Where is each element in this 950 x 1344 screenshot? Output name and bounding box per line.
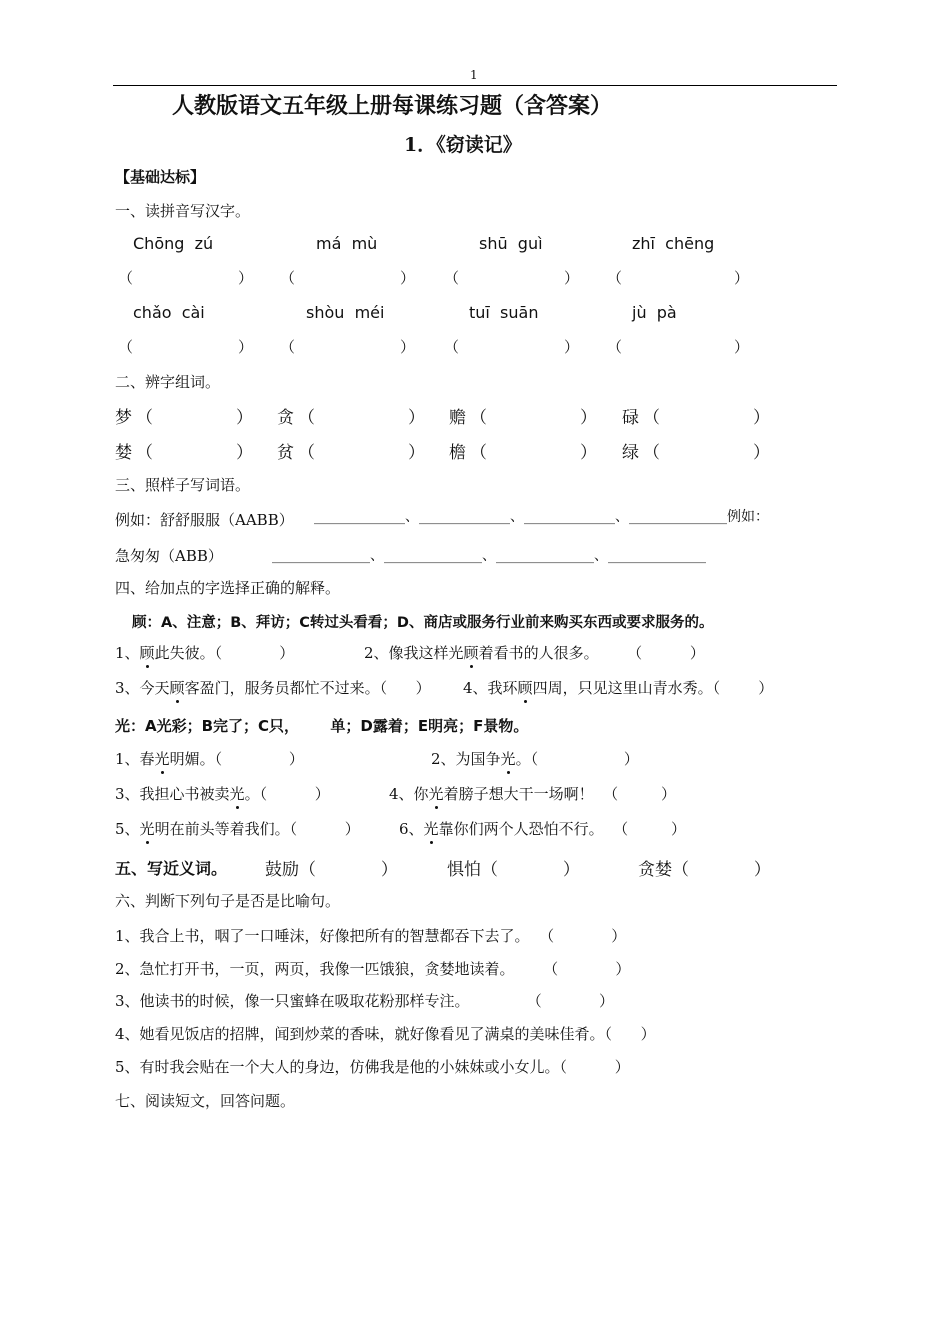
char-item: 贪 xyxy=(277,408,294,428)
aabb-blanks: _____________、_____________、_____________、______________例如： xyxy=(314,509,769,525)
q2-heading: 二、辨字组词。 xyxy=(115,373,221,391)
abb-blanks: ______________、______________、______________、______________ xyxy=(272,548,706,564)
answer-paren-open: （ xyxy=(280,338,296,356)
page-number: 1 xyxy=(470,68,478,82)
metaphor-sentence-4: 4、她看见饭店的招牌，闻到炒菜的香味，就好像看见了满桌的美味佳肴。（ ） xyxy=(115,1025,656,1043)
guang-item-1: 1、春光明媚。（ ） xyxy=(115,750,304,768)
pinyin-6: shòu méi xyxy=(306,303,385,322)
answer-paren-open: （ xyxy=(280,269,296,287)
answer-paren-open: （ xyxy=(444,269,460,287)
answer-paren-open: （ xyxy=(136,443,153,463)
lesson-title: 1．《窃读记》 xyxy=(404,134,522,156)
char-item: 赡 xyxy=(449,408,466,428)
guang-item-4: 4、你光着膀子想大干一场啊！ （ ） xyxy=(389,785,677,803)
char-item: 婪 xyxy=(115,443,132,463)
answer-paren-open: （ xyxy=(470,443,487,463)
pinyin-7: tuī suān xyxy=(469,303,539,322)
guang-definitions: 光：A光彩；B完了；C只， 单；D露着；E明亮；F景物。 xyxy=(115,717,529,735)
metaphor-sentence-2: 2、急忙打开书，一页，两页，我像一匹饿狼，贪婪地读着。 （ ） xyxy=(115,960,631,978)
document-title: 人教版语文五年级上册每课练习题（含答案） xyxy=(172,93,613,119)
answer-paren-close: ） xyxy=(580,408,597,428)
answer-paren-close: ） xyxy=(564,338,580,356)
answer-paren-close: ） xyxy=(734,269,750,287)
answer-paren-close: ） xyxy=(408,443,425,463)
answer-paren-close: ） xyxy=(400,269,416,287)
guang-item-2: 2、为国争光。（ ） xyxy=(431,750,639,768)
answer-paren-close: ） xyxy=(408,408,425,428)
char-item: 檐 xyxy=(449,443,466,463)
char-item: 梦 xyxy=(115,408,132,428)
metaphor-sentence-1: 1、我合上书，咽了一口唾沫，好像把所有的智慧都吞下去了。 （ ） xyxy=(115,927,627,945)
gu-item-4: 4、我环顾四周，只见这里山青水秀。（ ） xyxy=(463,679,774,697)
metaphor-sentence-5: 5、有时我会贴在一个大人的身边，仿佛我是他的小妹妹或小女儿。（ ） xyxy=(115,1058,630,1076)
pinyin-5: chǎo cài xyxy=(133,303,205,322)
answer-paren-open: （ xyxy=(643,443,660,463)
pinyin-8: jù pà xyxy=(632,303,677,322)
answer-paren-close: ） xyxy=(734,338,750,356)
guang-item-5: 5、光明在前头等着我们。（ ） xyxy=(115,820,360,838)
answer-paren-open: （ xyxy=(643,408,660,428)
pinyin-4: zhī chēng xyxy=(632,234,715,253)
synonym-item-1: 鼓励（ ） xyxy=(265,860,398,880)
metaphor-sentence-3: 3、他读书的时候，像一只蜜蜂在吸取花粉那样专注。 （ ） xyxy=(115,992,614,1010)
header-rule xyxy=(113,85,837,86)
answer-paren-close: ） xyxy=(580,443,597,463)
guang-item-6: 6、光靠你们两个人恐怕不行。 （ ） xyxy=(399,820,687,838)
char-item: 绿 xyxy=(622,443,639,463)
gu-item-2: 2、像我这样光顾着看书的人很多。 （ ） xyxy=(364,644,705,662)
q4-heading: 四、给加点的字选择正确的解释。 xyxy=(115,579,341,597)
answer-paren-close: ） xyxy=(236,408,253,428)
example-abb-label: 急匆匆（ABB） xyxy=(115,547,223,565)
answer-paren-open: （ xyxy=(298,408,315,428)
answer-paren-close: ） xyxy=(236,443,253,463)
char-item: 碌 xyxy=(622,408,639,428)
answer-paren-close: ） xyxy=(753,443,770,463)
answer-paren-open: （ xyxy=(136,408,153,428)
answer-paren-close: ） xyxy=(238,269,254,287)
answer-paren-open: （ xyxy=(470,408,487,428)
char-item: 贫 xyxy=(277,443,294,463)
answer-paren-close: ） xyxy=(238,338,254,356)
example-aabb-label: 例如：舒舒服服（AABB） xyxy=(115,511,294,529)
q3-heading: 三、照样子写词语。 xyxy=(115,476,251,494)
answer-paren-close: ） xyxy=(400,338,416,356)
pinyin-1: Chōng zú xyxy=(133,234,214,253)
answer-paren-close: ） xyxy=(753,408,770,428)
q6-heading: 六、判断下列句子是否是比喻句。 xyxy=(115,892,341,910)
q5-heading: 五、写近义词。 xyxy=(115,859,228,878)
pinyin-2: má mù xyxy=(316,234,378,253)
synonym-item-2: 惧怕（ ） xyxy=(447,860,580,880)
section-label: 【基础达标】 xyxy=(115,168,206,186)
gu-item-1: 1、顾此失彼。（ ） xyxy=(115,644,295,662)
answer-paren-open: （ xyxy=(444,338,460,356)
gu-definitions: 顾：A、注意；B、拜访；C转过头看看；D、商店或服务行业前来购买东西或要求服务的。 xyxy=(132,615,714,631)
pinyin-3: shū guì xyxy=(479,234,543,253)
gu-item-3: 3、今天顾客盈门，服务员都忙不过来。（ ） xyxy=(115,679,431,697)
answer-paren-open: （ xyxy=(298,443,315,463)
answer-paren-open: （ xyxy=(118,338,134,356)
q1-heading: 一、读拼音写汉字。 xyxy=(115,202,251,220)
synonym-item-3: 贪婪（ ） xyxy=(638,860,771,880)
q7-heading: 七、阅读短文，回答问题。 xyxy=(115,1092,296,1110)
answer-paren-open: （ xyxy=(607,338,623,356)
answer-paren-open: （ xyxy=(118,269,134,287)
guang-item-3: 3、我担心书被卖光。（ ） xyxy=(115,785,330,803)
answer-paren-open: （ xyxy=(607,269,623,287)
answer-paren-close: ） xyxy=(564,269,580,287)
